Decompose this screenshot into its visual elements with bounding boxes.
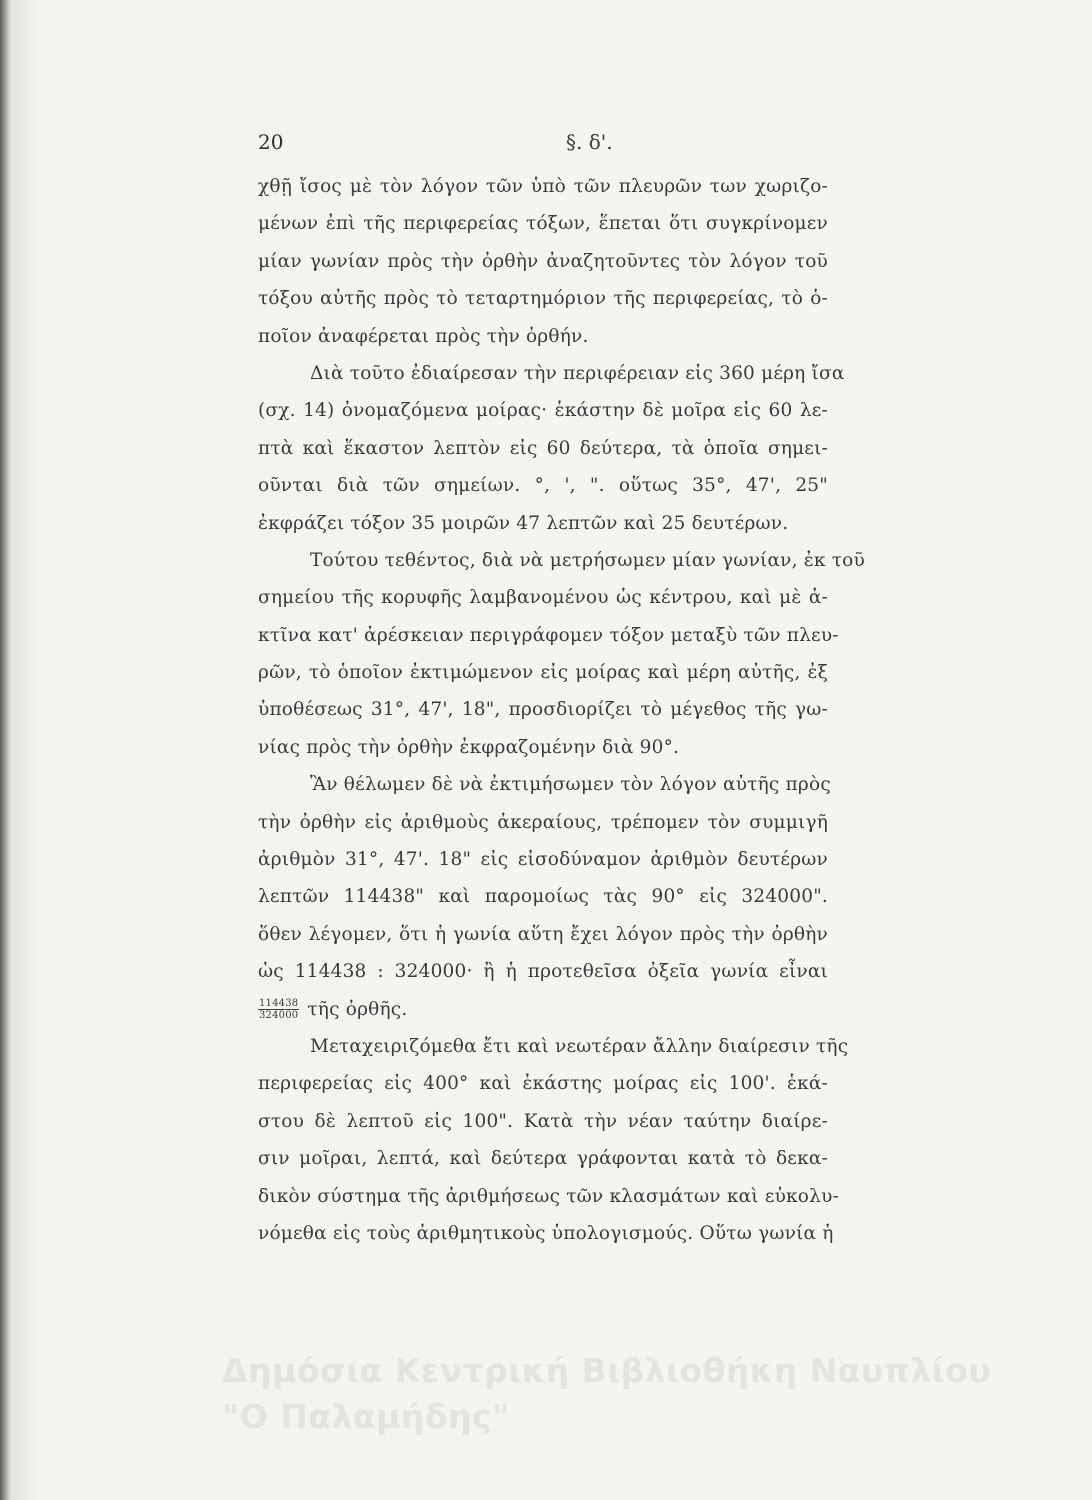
text-line: περιφερείας εἰς 400° καὶ ἑκάστης μοίρας εἰς 100'. ἑκά- bbox=[258, 1073, 828, 1095]
text-line: ὡς 114438 : 324000· ἢ ἡ προτεθεῖσα ὀξεῖα γωνία εἶναι bbox=[258, 961, 828, 983]
text-line: ἀριθμὸν 31°, 47'. 18" εἰς εἰσοδύναμον ἀριθμὸν δευτέρων bbox=[258, 849, 828, 871]
text-line: τὴν ὀρθὴν εἰς ἀριθμοὺς ἀκεραίους, τρέπομεν τὸν συμμιγῆ bbox=[258, 811, 828, 833]
text-line: στου δὲ λεπτοῦ εἰς 100". Κατὰ τὴν νέαν ταύτην διαίρε- bbox=[258, 1110, 828, 1132]
text-line: ὅθεν λέγομεν, ὅτι ἡ γωνία αὕτη ἔχει λόγον πρὸς τὴν ὀρθὴν bbox=[258, 923, 828, 945]
fraction bbox=[258, 998, 299, 1021]
section-heading: §. δ'. bbox=[566, 130, 613, 154]
page-header bbox=[258, 130, 818, 166]
fraction-denominator: 324000 bbox=[259, 1009, 299, 1021]
library-watermark bbox=[222, 1348, 1082, 1440]
text-line: σημείου τῆς κορυφῆς λαμβανομένου ὡς κέντρου, καὶ μὲ ἀ- bbox=[258, 587, 828, 609]
text-line: Τούτου τεθέντος, διὰ νὰ μετρήσωμεν μίαν γωνίαν, ἐκ τοῦ bbox=[310, 549, 865, 571]
watermark-line: Δημόσια Κεντρική Βιβλιοθήκη Ναυπλίου bbox=[222, 1351, 992, 1390]
text-line: ὑποθέσεως 31°, 47', 18", προσδιορίζει τὸ μέγεθος τῆς γω- bbox=[258, 699, 828, 721]
text-line: χθῇ ἴσος μὲ τὸν λόγον τῶν ὑπὸ τῶν πλευρῶν των χωριζο- bbox=[258, 176, 828, 197]
text-line: ἐκφράζει τόξον 35 μοιρῶν 47 λεπτῶν καὶ 25 δευτέρων. bbox=[258, 512, 789, 534]
text-line: πτὰ καὶ ἕκαστον λεπτὸν εἰς 60 δεύτερα, τὰ ὁποῖα σημει- bbox=[258, 437, 828, 459]
text-line: δικὸν σύστημα τῆς ἀριθμήσεως τῶν κλασμάτων καὶ εὐκολυ- bbox=[258, 1185, 839, 1207]
text-line: κτῖνα κατ' ἀρέσκειαν περιγράφομεν τόξον μεταξὺ τῶν πλευ- bbox=[258, 624, 839, 646]
text-line: μίαν γωνίαν πρὸς τὴν ὀρθὴν ἀναζητοῦντες τὸν λόγον τοῦ bbox=[258, 250, 828, 272]
page-number: 20 bbox=[258, 130, 284, 154]
fraction-suffix: τῆς ὀρθῆς. bbox=[307, 998, 408, 1020]
text-line: τόξου αὐτῆς πρὸς τὸ τεταρτημόριον τῆς περιφερείας, τὸ ὁ- bbox=[258, 288, 828, 310]
fraction-line bbox=[258, 991, 828, 1028]
page-binding-edge bbox=[0, 0, 10, 1500]
watermark-line: "Ο Παλαμήδης" bbox=[222, 1397, 510, 1436]
text-line: Μεταχειριζόμεθα ἔτι καὶ νεωτέραν ἄλλην διαίρεσιν τῆς bbox=[310, 1035, 849, 1057]
text-line: λεπτῶν 114438" καὶ παρομοίως τὰς 90° εἰς 324000". bbox=[258, 886, 828, 908]
text-line: ποῖον ἀναφέρεται πρὸς τὴν ὀρθήν. bbox=[258, 325, 589, 347]
text-line: σιν μοῖραι, λεπτά, καὶ δεύτερα γράφονται κατὰ τὸ δεκα- bbox=[258, 1148, 828, 1170]
text-line: μένων ἐπὶ τῆς περιφερείας τόξων, ἕπεται ὅτι συγκρίνομεν bbox=[258, 213, 828, 235]
text-line: ρῶν, τὸ ὁποῖον ἐκτιμώμενον εἰς μοίρας καὶ μέρη αὐτῆς, ἐξ bbox=[258, 662, 828, 684]
body-text bbox=[258, 168, 865, 1252]
text-line: Διὰ τοῦτο ἐδιαίρεσαν τὴν περιφέρειαν εἰς 360 μέρη ἴσα bbox=[310, 362, 845, 384]
text-line: Ἂν θέλωμεν δὲ νὰ ἐκτιμήσωμεν τὸν λόγον αὐτῆς πρὸς bbox=[310, 774, 831, 796]
text-line: οῦνται διὰ τῶν σημείων. °, ', ". οὕτως 35°, 47', 25" bbox=[258, 475, 828, 497]
text-line: νόμεθα εἰς τοὺς ἀριθμητικοὺς ὑπολογισμούς. Οὕτω γωνία ἡ bbox=[258, 1222, 834, 1244]
fraction-numerator: 114438 bbox=[259, 997, 299, 1009]
text-line: (σχ. 14) ὀνομαζόμενα μοίρας· ἑκάστην δὲ μοῖρα εἰς 60 λε- bbox=[258, 400, 828, 422]
text-line: νίας πρὸς τὴν ὀρθὴν ἐκφραζομένην διὰ 90°. bbox=[258, 736, 680, 758]
